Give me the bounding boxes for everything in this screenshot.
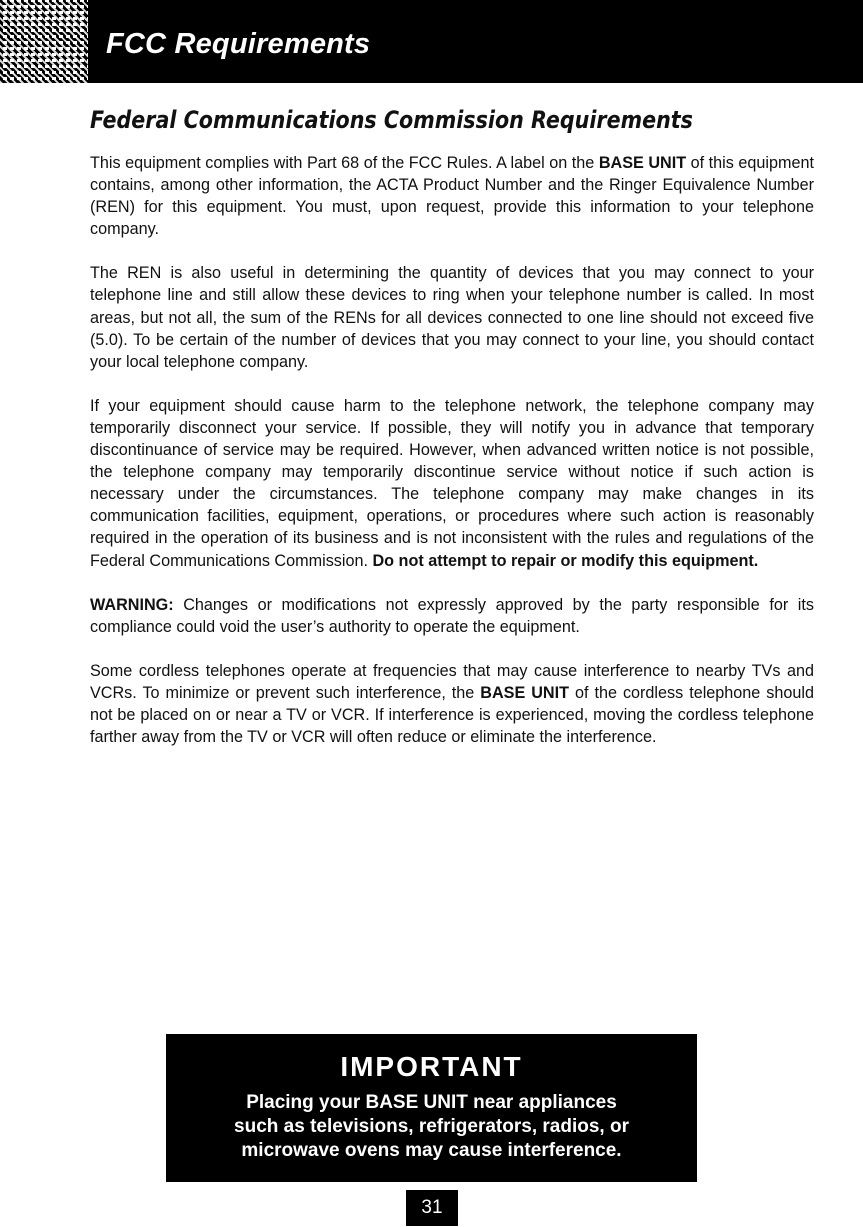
- paragraph-network-harm: If your equipment should cause harm to the telephone network, the telephone company may temporarily disconnect your service. If possible, they will notify you in advance that temporary discontinuance of service may be required. However, when advanced written notice is not possible, the telephone company may temporarily discontinue service without notice if such action is necessary under the circumstances. The telephone company may make changes in its communication facilities, equipment, operations, or procedures where such action is reasonably required in the operation of its business and is not inconsistent with the rules and regulations of the Federal Communications Commission. Do not attempt to repair or modify this equipment.: [90, 396, 814, 570]
- important-heading: IMPORTANT: [340, 1051, 523, 1082]
- important-body: [166, 1091, 697, 1163]
- important-line: such as televisions, refrigerators, radios, or: [234, 1116, 629, 1137]
- paragraph-warning: WARNING: Changes or modifications not expressly approved by the party responsible for its compliance could void the user’s authority to operate the equipment.: [90, 595, 814, 636]
- base-unit-emphasis: BASE UNIT: [598, 154, 687, 172]
- important-line: microwave ovens may cause interference.: [241, 1140, 622, 1161]
- repair-warning: Do not attempt to repair or modify this equipment.: [372, 551, 759, 570]
- paragraph-interference: Some cordless telephones operate at frequencies that may cause interference to nearby TVs and VCRs. To minimize or prevent such interference, the BASE UNIT of the cordless telephone should not be placed on or near a TV or VCR. If interference is experienced, moving the cordless telephone farther away from the TV or VCR will often reduce or eliminate the interference.: [90, 661, 814, 747]
- important-notice-box: [166, 1034, 697, 1182]
- header-title: FCC Requirements: [106, 28, 371, 60]
- paragraph-label-info: This equipment complies with Part 68 of the FCC Rules. A label on the BASE UNIT of this equipment contains, among other information, the ACTA Product Number and the Ringer Equivalence Number (REN) for this equipment. You must, upon request, provide this information to your telephone company.: [90, 154, 814, 239]
- base-unit-emphasis: BASE UNIT: [480, 683, 570, 702]
- paragraph-ren: The REN is also useful in determining the quantity of devices that you may connect to your telephone line and still allow these devices to ring when your telephone number is called. In most areas, but not all, the sum of the RENs for all devices connected to one line should not exceed five (5.0). To be certain of the number of devices that you may connect to your line, you should contact your local telephone company.: [90, 264, 814, 371]
- warning-label: WARNING:: [90, 595, 174, 614]
- page-title: Federal Communications Commission Requirements: [90, 106, 693, 134]
- body-text: [90, 152, 814, 770]
- header-bar: [0, 0, 863, 83]
- important-line: Placing your BASE UNIT near appliances: [246, 1092, 617, 1113]
- header-pattern-graphic: [0, 0, 88, 83]
- page-number: 31: [406, 1190, 458, 1226]
